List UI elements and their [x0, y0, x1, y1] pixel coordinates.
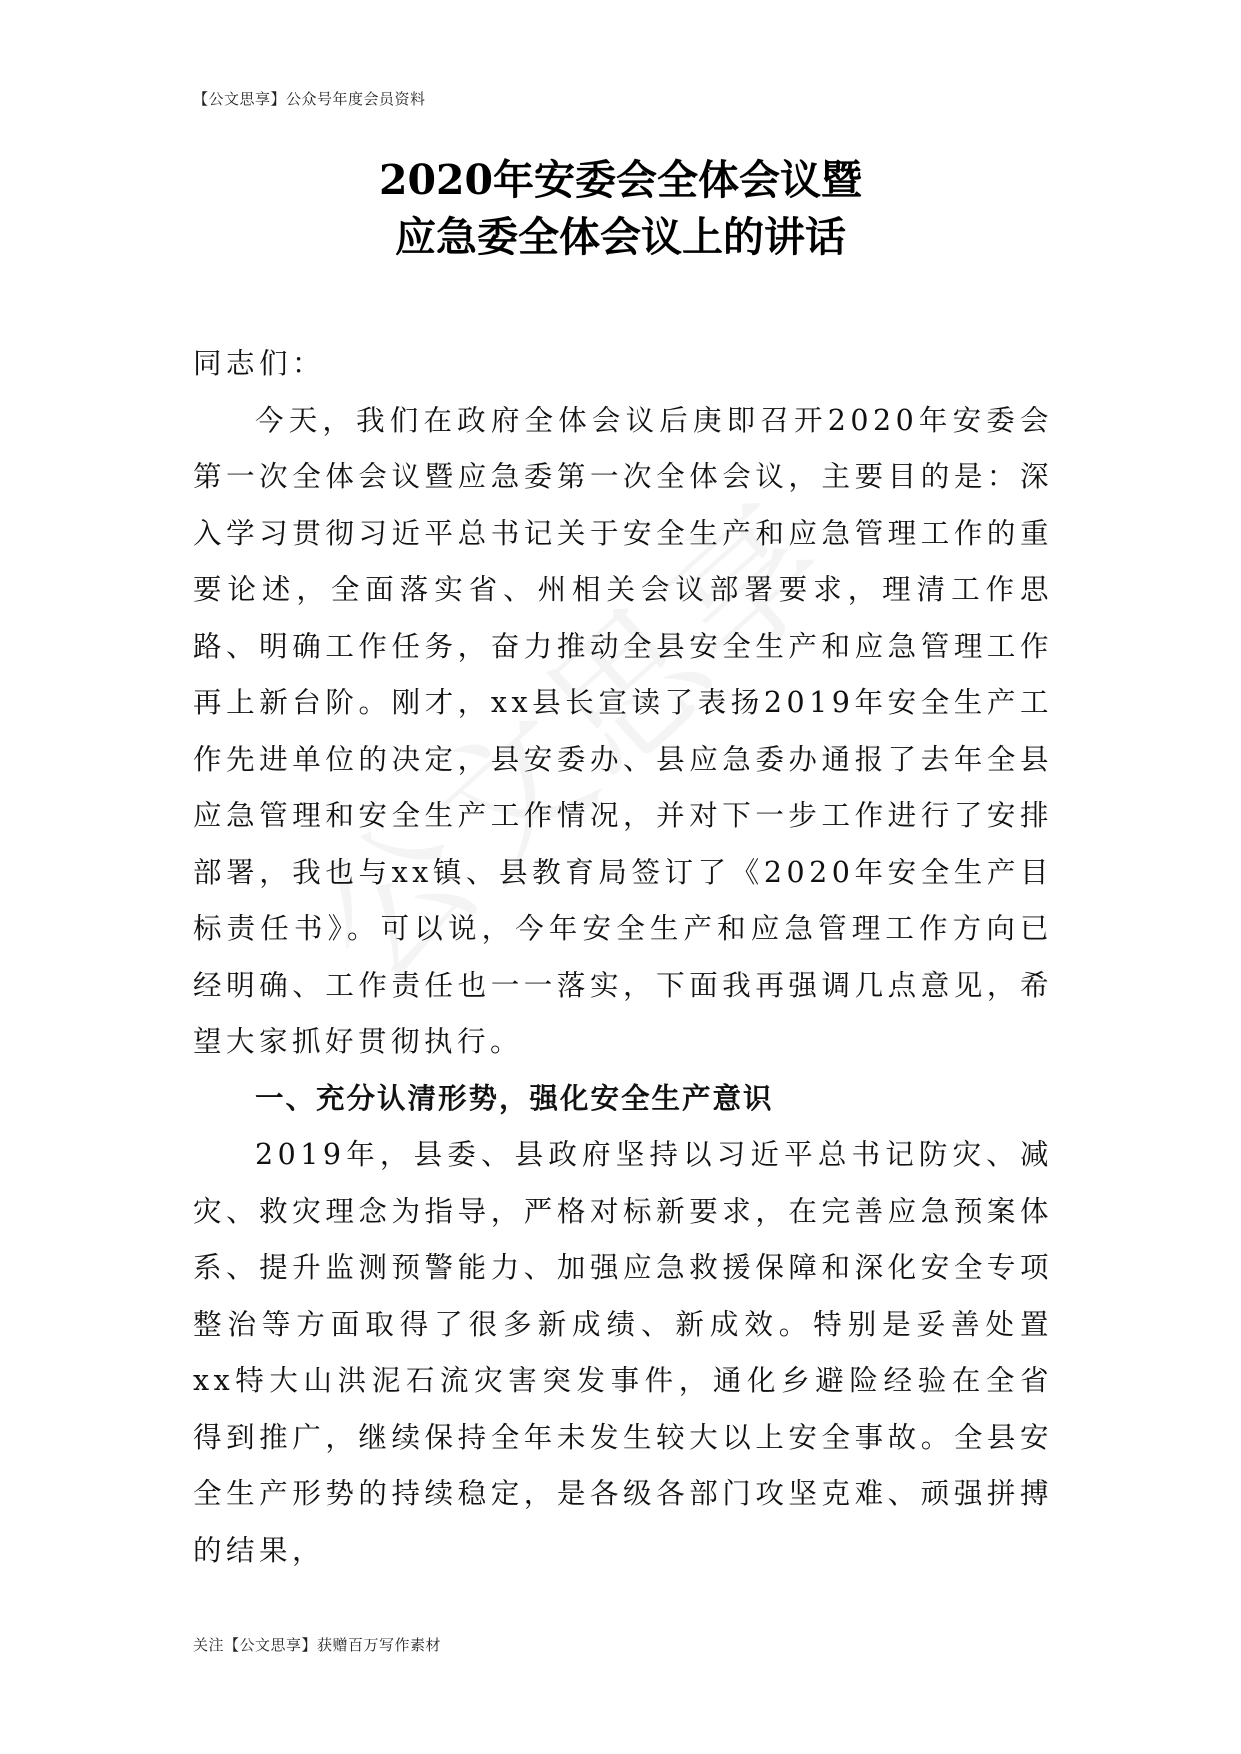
paragraph-2: 2019年，县委、县政府坚持以习近平总书记防灾、减灾、救灾理念为指导，严格对标新要求，在完善应急预案体系、提升监测预警能力、加强应急救援保障和深化安全专项整治等方面取得了很多新成绩、新成效。特别是妥善处置xx特大山洪泥石流灾害突发事件，通化乡避险经验在全省得到推广，继续保持全年未发生较大以上安全事故。全县安全生产形势的持续稳定，是各级各部门攻坚克难、顽强拼搏的结果，: [193, 1138, 1053, 1567]
salutation: 同志们：: [193, 347, 326, 380]
title-line-2: 应急委全体会议上的讲话: [395, 213, 846, 261]
paragraph-1: 今天，我们在政府全体会议后庚即召开2020年安委会第一次全体会议暨应急委第一次全体会议，主要目的是：深入学习贯彻习近平总书记关于安全生产和应急管理工作的重要论述，全面落实省、州相关会议部署要求，理清工作思路、明确工作任务，奋力推动全县安全生产和应急管理工作再上新台阶。刚才，xx县长宣读了表扬2019年安全生产工作先进单位的决定，县安委办、县应急委办通报了去年全县应急管理和安全生产工作情况，并对下一步工作进行了安排部署，我也与xx镇、县教育局签订了《2020年安全生产目标责任书》。可以说，今年安全生产和应急管理工作方向已经明确、工作责任也一一落实，下面我再强调几点意见，希望大家抓好贯彻执行。: [193, 403, 1053, 1058]
section-heading-1: 一、充分认清形势，强化安全生产意识: [255, 1081, 774, 1115]
document-title: [0, 152, 1241, 266]
header-note: 【公文思享】公众号年度会员资料: [193, 90, 426, 108]
footer-note: 关注【公文思享】获赠百万写作素材: [193, 1636, 442, 1654]
document-body: [193, 336, 1053, 1579]
title-line-1: 2020年安委会全体会议暨: [378, 156, 863, 204]
